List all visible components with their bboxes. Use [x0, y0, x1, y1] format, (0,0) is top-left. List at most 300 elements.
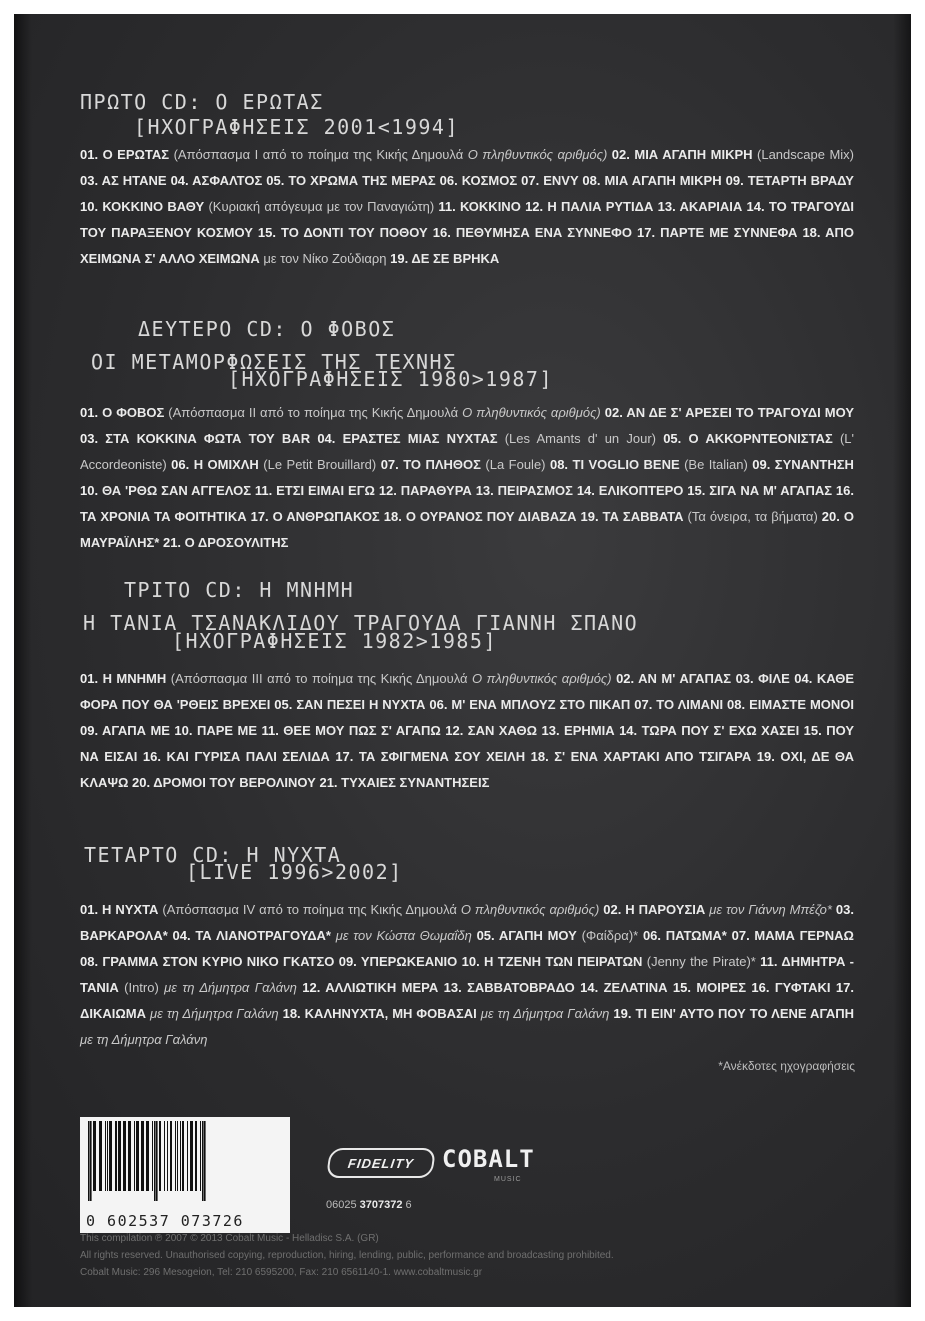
barcode-bar	[141, 1121, 144, 1191]
track-number: 02.	[604, 405, 627, 420]
track-number: 13.	[443, 980, 468, 995]
track-number: 14.	[746, 199, 769, 214]
track-title: ENVY	[543, 173, 579, 188]
track-item	[444, 980, 575, 995]
track-item	[476, 483, 573, 498]
track-title: Σ' ΕΝΑ ΧΑΡΤΑΚΙ ΑΠΟ ΤΣΙΓΑΡΑ	[554, 749, 752, 764]
track-number: 17.	[637, 225, 661, 240]
cobalt-logo: COBALT	[442, 1145, 535, 1173]
cd1-heading: ΠΡΩΤΟ CD: Ο ΕΡΩΤΑΣ	[80, 90, 324, 114]
track-title: ΚΟΚΚΙΝΟ	[460, 199, 521, 214]
track-number: 18.	[282, 1006, 305, 1021]
track-number: 08.	[727, 697, 750, 712]
track-item	[612, 147, 854, 162]
track-number: 10.	[80, 199, 103, 214]
legal-line-3: Cobalt Music: 296 Mesogeion, Tel: 210 6595200, Fax: 210 6561140-1. www.cobaltmusic.gr	[80, 1267, 483, 1278]
cd3-tracklist	[80, 666, 854, 796]
track-item	[80, 405, 601, 420]
track-item	[80, 147, 607, 162]
track-title: ΑΣ ΗΤΑΝΕ	[101, 173, 167, 188]
track-title: ΕΤΣΙ ΕΙΜΑΙ ΕΓΩ	[276, 483, 375, 498]
track-number: 17.	[835, 980, 854, 995]
track-number: 08.	[549, 457, 573, 472]
track-item	[335, 749, 525, 764]
track-number: 11.	[261, 723, 284, 738]
track-title: Ο ΟΥΡΑΝΟΣ ΠΟΥ ΔΙΑΒΑΖΑ	[405, 509, 577, 524]
track-item	[80, 671, 612, 686]
track-note-italic: Ο πληθυντικός αριθμός)	[456, 902, 600, 917]
track-title: ΓΥΦΤΑΚΙ	[774, 980, 831, 995]
track-title: Η ΤΖΕΝΗ ΤΩΝ ΠΕΙΡΑΤΩΝ	[484, 954, 643, 969]
track-title: ΔΕ ΣΕ ΒΡΗΚΑ	[411, 251, 500, 266]
track-item	[634, 697, 723, 712]
track-title: ΚΟΚΚΙΝΟ ΒΑΘΥ	[102, 199, 205, 214]
track-number: 09.	[725, 173, 748, 188]
track-title: Η ΠΑΛΙΑ ΡΥΤΙΔΑ	[547, 199, 654, 214]
barcode-bar	[164, 1121, 165, 1191]
track-number: 21.	[319, 775, 342, 790]
track-item	[580, 509, 817, 524]
track-title: ΠΑΡΑΘΥΡΑ	[400, 483, 472, 498]
barcode-bar	[107, 1121, 108, 1191]
track-title: ΠΑΤΩΜΑ*	[665, 928, 727, 943]
track-note: (Landscape Mix)	[752, 147, 854, 162]
track-number: 18.	[530, 749, 555, 764]
track-number: 13.	[475, 483, 498, 498]
track-number: 08.	[80, 954, 103, 969]
track-item	[317, 431, 656, 446]
track-note-italic: με τη Δήμητρα Γαλάνη	[476, 1006, 610, 1021]
track-number: 16.	[142, 749, 167, 764]
barcode-bar	[152, 1121, 153, 1191]
barcode-bar	[105, 1121, 106, 1191]
track-item	[751, 980, 830, 995]
track-note: (Be Italian)	[679, 457, 748, 472]
track-number: 10.	[174, 723, 197, 738]
track-item	[643, 928, 727, 943]
track-title: ΤΑ ΣΑΒΒΑΤΑ	[602, 509, 684, 524]
track-title: Ο ΔΡΟΣΟΥΛΙΤΗΣ	[184, 535, 289, 550]
track-item	[163, 535, 289, 550]
track-title: ΑΣΦΑΛΤΟΣ	[192, 173, 263, 188]
track-number: 16.	[751, 980, 775, 995]
track-title: ΔΗΜΗΤΡΑ - ΤΑΝΙΑ	[80, 954, 854, 995]
track-number: 20.	[821, 509, 844, 524]
track-title: ΤΙ ΕΙΝ' ΑΥΤΟ ΠΟΥ ΤΟ ΛΕΝΕ ΑΓΑΠΗ	[635, 1006, 855, 1021]
barcode-bar	[177, 1121, 178, 1191]
track-number: 04.	[317, 431, 343, 446]
track-title: ΦΙΛΕ	[758, 671, 790, 686]
track-item	[732, 928, 854, 943]
track-title: Ο ΑΝΘΡΩΠΑΚΟΣ	[272, 509, 380, 524]
catalog-suffix: 6	[405, 1199, 412, 1211]
track-title: ΣΙΓΑ ΝΑ Μ' ΑΓΑΠΑΣ	[709, 483, 833, 498]
track-number: 18.	[383, 509, 406, 524]
track-item	[283, 1006, 610, 1021]
barcode-bar	[159, 1121, 161, 1191]
track-title: ΑΠΟ ΧΕΙΜΩΝΑ Σ' ΑΛΛΟ ΧΕΙΜΩΝΑ	[80, 225, 854, 266]
track-note: (Intro)	[118, 980, 159, 995]
track-title: ΑΓΑΠΗ ΜΟΥ	[498, 928, 577, 943]
track-number: 06.	[439, 173, 462, 188]
track-item	[266, 173, 435, 188]
cd1-tracklist	[80, 142, 854, 272]
track-title: ΤΟ ΔΟΝΤΙ ΤΟΥ ΠΟΘΟΥ	[281, 225, 428, 240]
track-item	[445, 723, 537, 738]
track-title: Ο ΦΟΒΟΣ	[102, 405, 165, 420]
track-number: 15.	[672, 980, 697, 995]
track-item	[302, 980, 438, 995]
barcode-bar	[115, 1121, 117, 1191]
track-number: 14.	[580, 980, 604, 995]
cd2-heading-2: ΟΙ ΜΕΤΑΜΟΡΦΩΣΕΙΣ ΤΗΣ ΤΕΧΝΗΣ	[91, 350, 457, 374]
barcode-bar	[88, 1121, 90, 1201]
track-title: ΑΝ Μ' ΑΓΑΠΑΣ	[638, 671, 732, 686]
track-note-italic: με τη Δήμητρα Γαλάνη	[80, 1032, 208, 1047]
barcode-bar	[200, 1121, 201, 1191]
track-note: (Les Amants d' un Jour)	[497, 431, 656, 446]
track-title: ΜΙΑ ΑΓΑΠΗ ΜΙΚΡΗ	[634, 147, 753, 162]
barcode-bar	[195, 1121, 197, 1191]
track-title: ΣΤΑ ΚΟΚΚΙΝΑ ΦΩΤΑ ΤΟΥ BAR	[105, 431, 311, 446]
track-number: 03.	[835, 902, 854, 917]
track-item	[274, 697, 425, 712]
track-note: (Απόσπασμα II από το ποίημα της Κικής Δημουλά	[164, 405, 459, 420]
track-number: 02.	[603, 902, 626, 917]
track-number: 14.	[576, 483, 599, 498]
track-title: ΥΠΕΡΩΚΕΑΝΙΟ	[360, 954, 458, 969]
barcode-bar	[156, 1121, 158, 1201]
track-number: 11.	[254, 483, 277, 498]
legal-line-2: All rights reserved. Unauthorised copying, reproduction, hiring, lending, public, performance and broadcasting prohibited.	[80, 1250, 614, 1261]
track-title: ΤΑ ΣΦΙΓΜΕΝΑ ΣΟΥ ΧΕΙΛΗ	[358, 749, 526, 764]
track-item	[143, 749, 330, 764]
track-title: ΕΡΗΜΙΑ	[564, 723, 615, 738]
track-item	[603, 902, 832, 917]
track-title: ΠΕΙΡΑΣΜΟΣ	[497, 483, 573, 498]
track-item	[521, 173, 578, 188]
track-item	[605, 405, 854, 420]
track-note: (Jenny the Pirate)*	[642, 954, 756, 969]
track-item	[384, 509, 577, 524]
track-title: ΤΟ ΤΡΑΓΟΥΔΙ ΤΟΥ ΠΑΡΑΞΕΝΟΥ ΚΟΣΜΟΥ	[80, 199, 854, 240]
track-title: ΠΑΡΤΕ ΜΕ ΣΥΝΝΕΦΑ	[660, 225, 798, 240]
track-item	[726, 173, 854, 188]
track-item	[80, 483, 251, 498]
track-title: ΚΑΛΗΝΥΧΤΑ, ΜΗ ΦΟΒΑΣΑΙ	[304, 1006, 477, 1021]
track-item	[174, 723, 257, 738]
track-title: ΠΑΡΕ ΜΕ	[196, 723, 258, 738]
track-number: 15.	[257, 225, 282, 240]
track-number: 12.	[525, 199, 548, 214]
track-title: ΑΚΑΡΙΑΙΑ	[679, 199, 743, 214]
barcode-bars	[86, 1121, 282, 1201]
track-number: 06.	[642, 928, 666, 943]
track-number: 19.	[390, 251, 412, 266]
track-title: Ο ΕΡΩΤΑΣ	[102, 147, 170, 162]
track-item	[542, 723, 615, 738]
track-title: ΘΕΕ ΜΟΥ ΠΩΣ Σ' ΑΓΑΠΩ	[283, 723, 441, 738]
track-number: 10.	[461, 954, 485, 969]
track-title: ΣΑΝ ΠΕΣΕΙ Η ΝΥΧΤΑ	[296, 697, 426, 712]
track-number: 15.	[803, 723, 827, 738]
track-title: ΤΟ ΧΡΩΜΑ ΤΗΣ ΜΕΡΑΣ	[288, 173, 436, 188]
cd4-subheading: [LIVE 1996>2002]	[186, 860, 403, 884]
cd3-subheading: [ΗΧΟΓΡΑΦΗΣΕΙΣ 1982>1985]	[172, 629, 497, 653]
barcode-digits: 0 602537 073726	[86, 1212, 244, 1230]
cobalt-logo-subtitle: MUSIC	[494, 1176, 522, 1183]
track-number: 09.	[338, 954, 361, 969]
track-title: ΓΡΑΜΜΑ ΣΤΟΝ ΚΥΡΙΟ ΝΙΚΟ ΓΚΑΤΣΟ	[102, 954, 335, 969]
track-title: ΤΩΡΑ ΠΟΥ Σ' ΕΧΩ ΧΑΣΕΙ	[641, 723, 800, 738]
barcode-bar	[202, 1121, 204, 1201]
track-item	[727, 697, 854, 712]
track-item	[752, 457, 854, 472]
track-note-italic: Ο πληθυντικός αριθμός)	[458, 405, 601, 420]
track-number: 03.	[80, 173, 102, 188]
track-note: (Απόσπασμα III από το ποίημα της Κικής Δημουλά	[166, 671, 468, 686]
track-number: 03.	[735, 671, 759, 686]
track-number: 16.	[432, 225, 456, 240]
track-number: 06.	[429, 697, 452, 712]
cd-back-cover	[14, 14, 911, 1307]
track-number: 07.	[521, 173, 544, 188]
track-item	[550, 457, 748, 472]
track-item	[261, 723, 440, 738]
track-title: Ο ΜΑΥΡΑΪΛΗΣ*	[80, 509, 854, 550]
track-title: ΕΛΙΚΟΠΤΕΡΟ	[598, 483, 684, 498]
track-item	[80, 723, 170, 738]
track-title: ΘΑ 'ΡΘΩ ΣΑΝ ΑΓΓΕΛΟΣ	[101, 483, 252, 498]
track-note: με τον Νίκο Ζούδιαρη	[259, 251, 387, 266]
track-number: 01.	[80, 405, 103, 420]
track-note: (Κυριακή απόγευμα με τον Παναγιώτη)	[204, 199, 435, 214]
cd4-tracklist	[80, 897, 854, 1053]
track-number: 12.	[378, 483, 401, 498]
track-note: (Απόσπασμα IV από το ποίημα της Κικής Δημουλά	[158, 902, 457, 917]
track-number: 02.	[611, 147, 635, 162]
track-number: 05.	[663, 431, 689, 446]
track-number: 04.	[172, 928, 196, 943]
track-note-italic: Ο πληθυντικός αριθμός)	[463, 147, 608, 162]
track-title: ΠΟΥ ΝΑ ΕΙΣΑΙ	[80, 723, 855, 764]
track-title: Η ΝΥΧΤΑ	[102, 902, 159, 917]
track-item	[477, 928, 639, 943]
track-title: Η ΠΑΡΟΥΣΙΑ	[625, 902, 706, 917]
barcode-bar	[90, 1121, 92, 1201]
track-number: 01.	[80, 671, 103, 686]
track-title: ΚΑΙ ΓΥΡΙΣΑ ΠΑΛΙ ΣΕΛΙΔΑ	[166, 749, 330, 764]
track-number: 20.	[132, 775, 154, 790]
barcode	[80, 1117, 290, 1233]
track-note: (L' Accordeoniste)	[80, 431, 854, 472]
track-number: 08.	[582, 173, 605, 188]
track-number: 05.	[274, 697, 297, 712]
track-item	[381, 457, 546, 472]
barcode-bar	[167, 1121, 168, 1191]
track-number: 09.	[80, 723, 103, 738]
track-item	[525, 199, 653, 214]
track-number: 10.	[80, 483, 102, 498]
track-note: (Φαίδρα)*	[576, 928, 639, 943]
legal-line-1: This compilation ℗ 2007 © 2013 Cobalt Music - Helladisc S.A. (GR)	[80, 1233, 379, 1244]
track-number: 13.	[541, 723, 565, 738]
track-number: 17.	[250, 509, 273, 524]
track-number: 07.	[731, 928, 755, 943]
track-title: ΤΥΧΑΙΕΣ ΣΥΝΑΝΤΗΣΕΙΣ	[341, 775, 490, 790]
track-item	[429, 697, 630, 712]
barcode-bar	[175, 1121, 176, 1191]
barcode-bar	[190, 1121, 193, 1191]
track-item	[80, 431, 310, 446]
track-number: 07.	[380, 457, 404, 472]
track-title: Η ΟΜΙΧΛΗ	[193, 457, 259, 472]
track-item	[171, 173, 263, 188]
track-item	[251, 509, 380, 524]
track-number: 05.	[476, 928, 499, 943]
cd2-heading: ΔΕΥΤΕΡΟ CD: Ο ΦΟΒΟΣ	[138, 317, 396, 341]
track-title: ΟΧΙ, ΔΕ ΘΑ ΚΛΑΨΩ	[80, 749, 855, 790]
track-number: 19.	[613, 1006, 636, 1021]
catalog-prefix: 06025	[326, 1199, 357, 1211]
track-note-italic: με τον Κώστα Θωμαΐδη	[331, 928, 472, 943]
left-edge-shadow	[14, 14, 32, 1307]
track-number: 13.	[657, 199, 680, 214]
track-item	[582, 173, 721, 188]
track-note: (Απόσπασμα I από το ποίημα της Κικής Δημουλά	[169, 147, 464, 162]
track-item	[80, 954, 334, 969]
track-note-italic: με τον Γιάννη Μπέζο*	[705, 902, 832, 917]
track-title: ΑΓΑΠΑ ΜΕ	[102, 723, 170, 738]
track-title: ΚΟΣΜΟΣ	[461, 173, 518, 188]
barcode-bar	[134, 1121, 135, 1191]
track-title: ΚΑΘΕ ΦΟΡΑ ΠΟΥ ΘΑ 'ΡΘΕΙΣ ΒΡΕΧΕΙ	[80, 671, 855, 712]
barcode-bar	[123, 1121, 126, 1191]
track-item	[577, 483, 684, 498]
fidelity-logo: FIDELITY	[326, 1148, 436, 1178]
track-item	[531, 749, 752, 764]
track-number: 15.	[687, 483, 710, 498]
unreleased-note: *Ανέκδοτες ηχογραφήσεις	[718, 1059, 855, 1073]
barcode-bar	[109, 1121, 112, 1191]
track-item	[438, 199, 520, 214]
track-title: ΑΝ ΔΕ Σ' ΑΡΕΣΕΙ ΤΟ ΤΡΑΓΟΥΔΙ ΜΟΥ	[626, 405, 854, 420]
track-number: 17.	[335, 749, 359, 764]
track-number: 04.	[170, 173, 193, 188]
track-number: 01.	[80, 902, 103, 917]
track-item	[379, 483, 472, 498]
track-item	[255, 483, 375, 498]
cd3-heading-2: Η ΤΑΝΙΑ ΤΣΑΝΑΚΛΙΔΟΥ ΤΡΑΓΟΥΔΑ ΓΙΑΝΝΗ ΣΠΑΝΟ	[83, 611, 639, 635]
barcode-bar	[180, 1121, 181, 1191]
barcode-bar	[136, 1121, 139, 1191]
track-title: ΔΡΟΜΟΙ ΤΟΥ ΒΕΡΟΛΙΝΟΥ	[153, 775, 316, 790]
track-note-italic: με τη Δήμητρα Γαλάνη	[145, 1006, 279, 1021]
track-title: ΕΡΑΣΤΕΣ ΜΙΑΣ ΝΥΧΤΑΣ	[342, 431, 498, 446]
track-title: ΤΟ ΛΙΜΑΝΙ	[656, 697, 724, 712]
track-title: ΖΕΛΑΤΙΝΑ	[603, 980, 668, 995]
track-title: ΔΙΚΑΙΩΜΑ	[80, 1006, 146, 1021]
track-item	[80, 902, 599, 917]
track-title: ΣΑΝ ΧΑΘΩ	[467, 723, 538, 738]
track-number: 04.	[794, 671, 817, 686]
barcode-bar	[170, 1121, 172, 1191]
track-item	[132, 775, 316, 790]
track-title: ΠΕΘΥΜΗΣΑ ΕΝΑ ΣΥΝΝΕΦΟ	[455, 225, 632, 240]
track-title: ΤΙ VOGLIO BENE	[572, 457, 680, 472]
track-title: ΜΙΑ ΑΓΑΠΗ ΜΙΚΡΗ	[604, 173, 722, 188]
track-note-italic: Ο πληθυντικός αριθμός)	[467, 671, 612, 686]
track-title: ΤΟ ΠΛΗΘΟΣ	[403, 457, 481, 472]
track-item	[580, 980, 667, 995]
catalog-number	[326, 1199, 412, 1211]
track-item	[736, 671, 790, 686]
track-title: ΕΙΜΑΣΤΕ ΜΟΝΟΙ	[749, 697, 855, 712]
track-item	[80, 199, 434, 214]
track-number: 03.	[80, 431, 106, 446]
track-number: 07.	[634, 697, 657, 712]
track-item	[673, 980, 746, 995]
track-title: ΒΑΡΚΑΡΟΛΑ*	[80, 928, 168, 943]
right-edge-shadow	[893, 14, 911, 1307]
track-number: 21.	[162, 535, 185, 550]
barcode-bar	[187, 1121, 188, 1191]
track-item	[173, 928, 472, 943]
cd3-heading: ΤΡΙΤΟ CD: Η ΜΝΗΜΗ	[124, 578, 355, 602]
track-item	[440, 173, 518, 188]
track-item	[171, 457, 376, 472]
track-number: 01.	[80, 147, 103, 162]
track-title: ΜΟΙΡΕΣ	[696, 980, 747, 995]
track-item	[619, 723, 799, 738]
track-note: (Τα όνειρα, τα βήματα)	[683, 509, 818, 524]
barcode-bar	[204, 1121, 206, 1201]
track-number: 19.	[756, 749, 781, 764]
track-title: ΑΛΛΙΩΤΙΚΗ ΜΕΡΑ	[325, 980, 439, 995]
track-item	[80, 173, 167, 188]
track-number: 16.	[835, 483, 854, 498]
track-title: Μ' ΕΝΑ ΜΠΛΟΥΖ ΣΤΟ ΠΙΚΑΠ	[451, 697, 631, 712]
track-item	[319, 775, 489, 790]
track-item	[687, 483, 832, 498]
track-title: ΜΑΜΑ ΓΕΡΝΑΩ	[754, 928, 854, 943]
track-number: 19.	[580, 509, 603, 524]
track-item	[339, 954, 458, 969]
track-number: 14.	[619, 723, 642, 738]
track-title: Ο ΑΚΚΟΡΝΤΕΟΝΙΣΤΑΣ	[688, 431, 833, 446]
track-number: 12.	[302, 980, 326, 995]
track-title: ΤΑ ΛΙΑΝΟΤΡΑΓΟΥΔΑ*	[195, 928, 331, 943]
track-number: 18.	[802, 225, 826, 240]
track-number: 09.	[752, 457, 775, 472]
barcode-bar	[128, 1121, 131, 1191]
cd2-tracklist	[80, 400, 854, 556]
barcode-bar	[99, 1121, 102, 1191]
cd4-heading: ΤΕΤΑΡΤΟ CD: Η ΝΥΧΤΑ	[84, 843, 342, 867]
track-item	[258, 225, 428, 240]
track-item	[433, 225, 632, 240]
barcode-bar	[93, 1121, 96, 1191]
cd2-subheading: [ΗΧΟΓΡΑΦΗΣΕΙΣ 1980>1987]	[228, 367, 553, 391]
track-title: ΣΥΝΑΝΤΗΣΗ	[774, 457, 854, 472]
track-title: ΣΑΒΒΑΤΟΒΡΑΔΟ	[467, 980, 575, 995]
track-item	[390, 251, 499, 266]
track-title: ΤΑ ΧΡΟΝΙΑ ΤΑ ΦΟΙΤΗΤΙΚΑ	[80, 509, 247, 524]
track-number: 05.	[266, 173, 289, 188]
track-number: 11.	[760, 954, 782, 969]
track-note: (Le Petit Brouillard)	[258, 457, 377, 472]
cd1-subheading: [ΗΧΟΓΡΑΦΗΣΕΙΣ 2001<1994]	[134, 115, 459, 139]
